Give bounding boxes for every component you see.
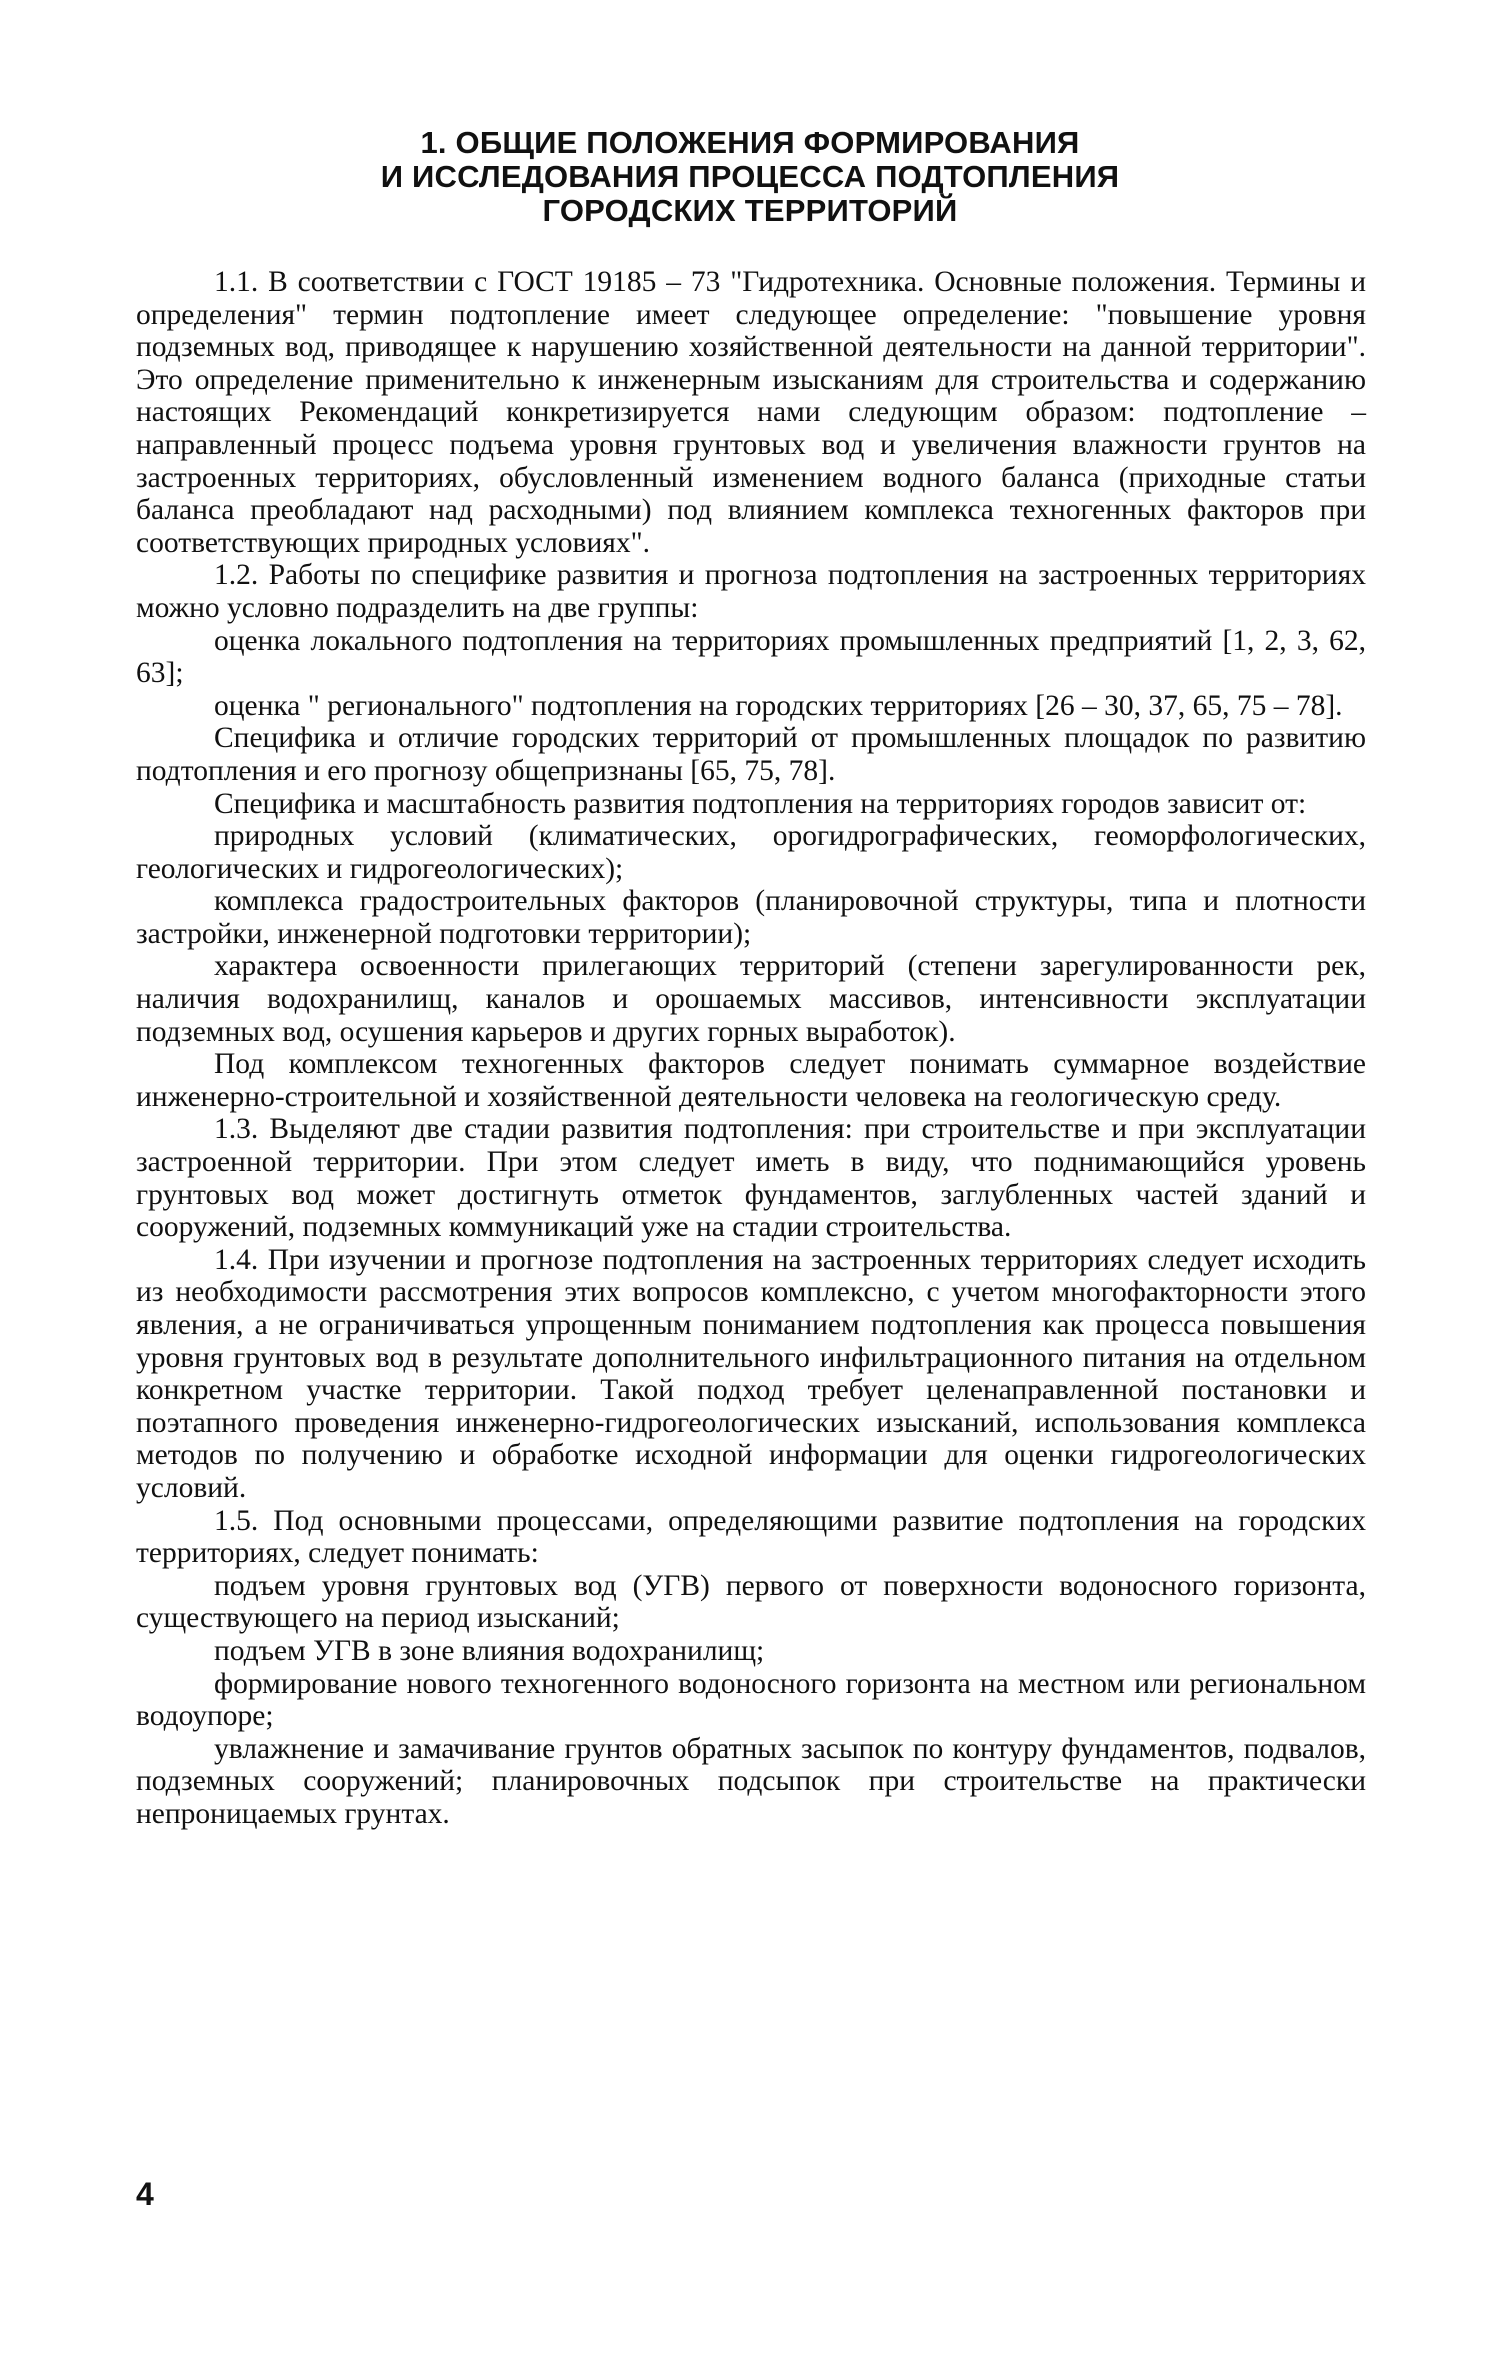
- list-item-new-aquifer: формирование нового техногенного водоносного горизонта на местном или региональном водоупоре;: [136, 1667, 1366, 1733]
- heading-line-2: И ИССЛЕДОВАНИЯ ПРОЦЕССА ПОДТОПЛЕНИЯ: [380, 159, 1120, 194]
- paragraph-scale: Специфика и масштабность развития подтопления на территориях городов зависит от:: [214, 787, 1307, 820]
- paragraph-1-1: 1.1. В соответствии с ГОСТ 19185 – 73 "Гидротехника. Основные положения. Термины и определения" термин подтопление имеет следующее определение: "повышение уровня подземных вод, приводящее к нарушению хозяйственной деятельности на данной территории". Это определение применительно к инженерным изысканиям для строительства и содержанию настоящих Рекомендаций конкретизируется нами следующим образом: подтопление – направленный процесс подъема уровня грунтовых вод и увеличения влажности грунтов на застроенных территориях, обусловленный изменением водного баланса (приходные статьи баланса преобладают над расходными) под влиянием комплекса техногенных факторов при соответствующих природных условиях".: [136, 266, 1366, 559]
- paragraph-1-3: 1.3. Выделяют две стадии развития подтопления: при строительстве и при эксплуатации застроенной территории. При этом следует иметь в виду, что поднимающийся уровень грунтовых вод может достигнуть отметок фундаментов, заглубленных частей зданий и сооружений, подземных коммуникаций уже на стадии строительства.: [136, 1113, 1366, 1244]
- paragraph-1-4: 1.4. При изучении и прогнозе подтопления на застроенных территориях следует исходить из необходимости рассмотрения этих вопросов комплексно, с учетом многофакторности этого явления, а не ограничиваться упрощенным пониманием подтопления как процесса повышения уровня грунтовых вод в результате дополнительного инфильтрационного питания на отдельном конкретном участке территории. Такой подход требует целенаправленной постановки и поэтапного проведения инженерно-гидрогеологических изысканий, использования комплекса методов по получению и обработке исходной информации для оценки гидрогеологических условий.: [136, 1243, 1366, 1504]
- paragraph-1-2: 1.2. Работы по специфике развития и прогноза подтопления на застроенных территориях можно условно подразделить на две группы:: [136, 559, 1366, 624]
- list-item-regional-flooding: оценка " регионального" подтопления на городских территориях [26 – 30, 37, 65, 75 – 78].: [214, 689, 1343, 722]
- list-item-local-flooding: оценка локального подтопления на территориях промышленных предприятий [1, 2, 3, 62, 63];: [136, 624, 1366, 690]
- page-number: 4: [136, 2176, 154, 2212]
- body-text: [136, 266, 1366, 1831]
- list-item-urban-factors: комплекса градостроительных факторов (планировочной структуры, типа и плотности застройки, инженерной подготовки территории);: [136, 885, 1366, 950]
- list-item-soil-wetting: увлажнение и замачивание грунтов обратных засыпок по контуру фундаментов, подвалов, подземных сооружений; планировочных подсыпок при строительстве на практически непроницаемых грунтах.: [136, 1732, 1366, 1830]
- paragraph-specifics: Специфика и отличие городских территорий от промышленных площадок по развитию подтопления и его прогнозу общепризнаны [65, 75, 78].: [136, 722, 1366, 787]
- heading-line-3: ГОРОДСКИХ ТЕРРИТОРИЙ: [542, 193, 958, 228]
- list-item-adjacent-territories: характера освоенности прилегающих территорий (степени зарегулированности рек, наличия водохранилищ, каналов и орошаемых массивов, интенсивности эксплуатации подземных вод, осушения карьеров и других горных выработок).: [136, 950, 1366, 1048]
- paragraph-technogenic-factors: Под комплексом техногенных факторов следует понимать суммарное воздействие инженерно-строительной и хозяйственной деятельности человека на геологическую среду.: [136, 1048, 1366, 1113]
- list-item-reservoir-rise: подъем УГВ в зоне влияния водохранилищ;: [214, 1634, 765, 1667]
- paragraph-1-5: 1.5. Под основными процессами, определяющими развитие подтопления на городских территориях, следует понимать:: [136, 1504, 1366, 1570]
- section-heading: [330, 126, 1170, 228]
- heading-line-1: 1. ОБЩИЕ ПОЛОЖЕНИЯ ФОРМИРОВАНИЯ: [420, 125, 1080, 160]
- list-item-natural-conditions: природных условий (климатических, орогидрографических, геоморфологических, геологических и гидрогеологических);: [136, 820, 1366, 885]
- list-item-groundwater-rise: подъем уровня грунтовых вод (УГВ) первого от поверхности водоносного горизонта, существующего на период изысканий;: [136, 1569, 1366, 1635]
